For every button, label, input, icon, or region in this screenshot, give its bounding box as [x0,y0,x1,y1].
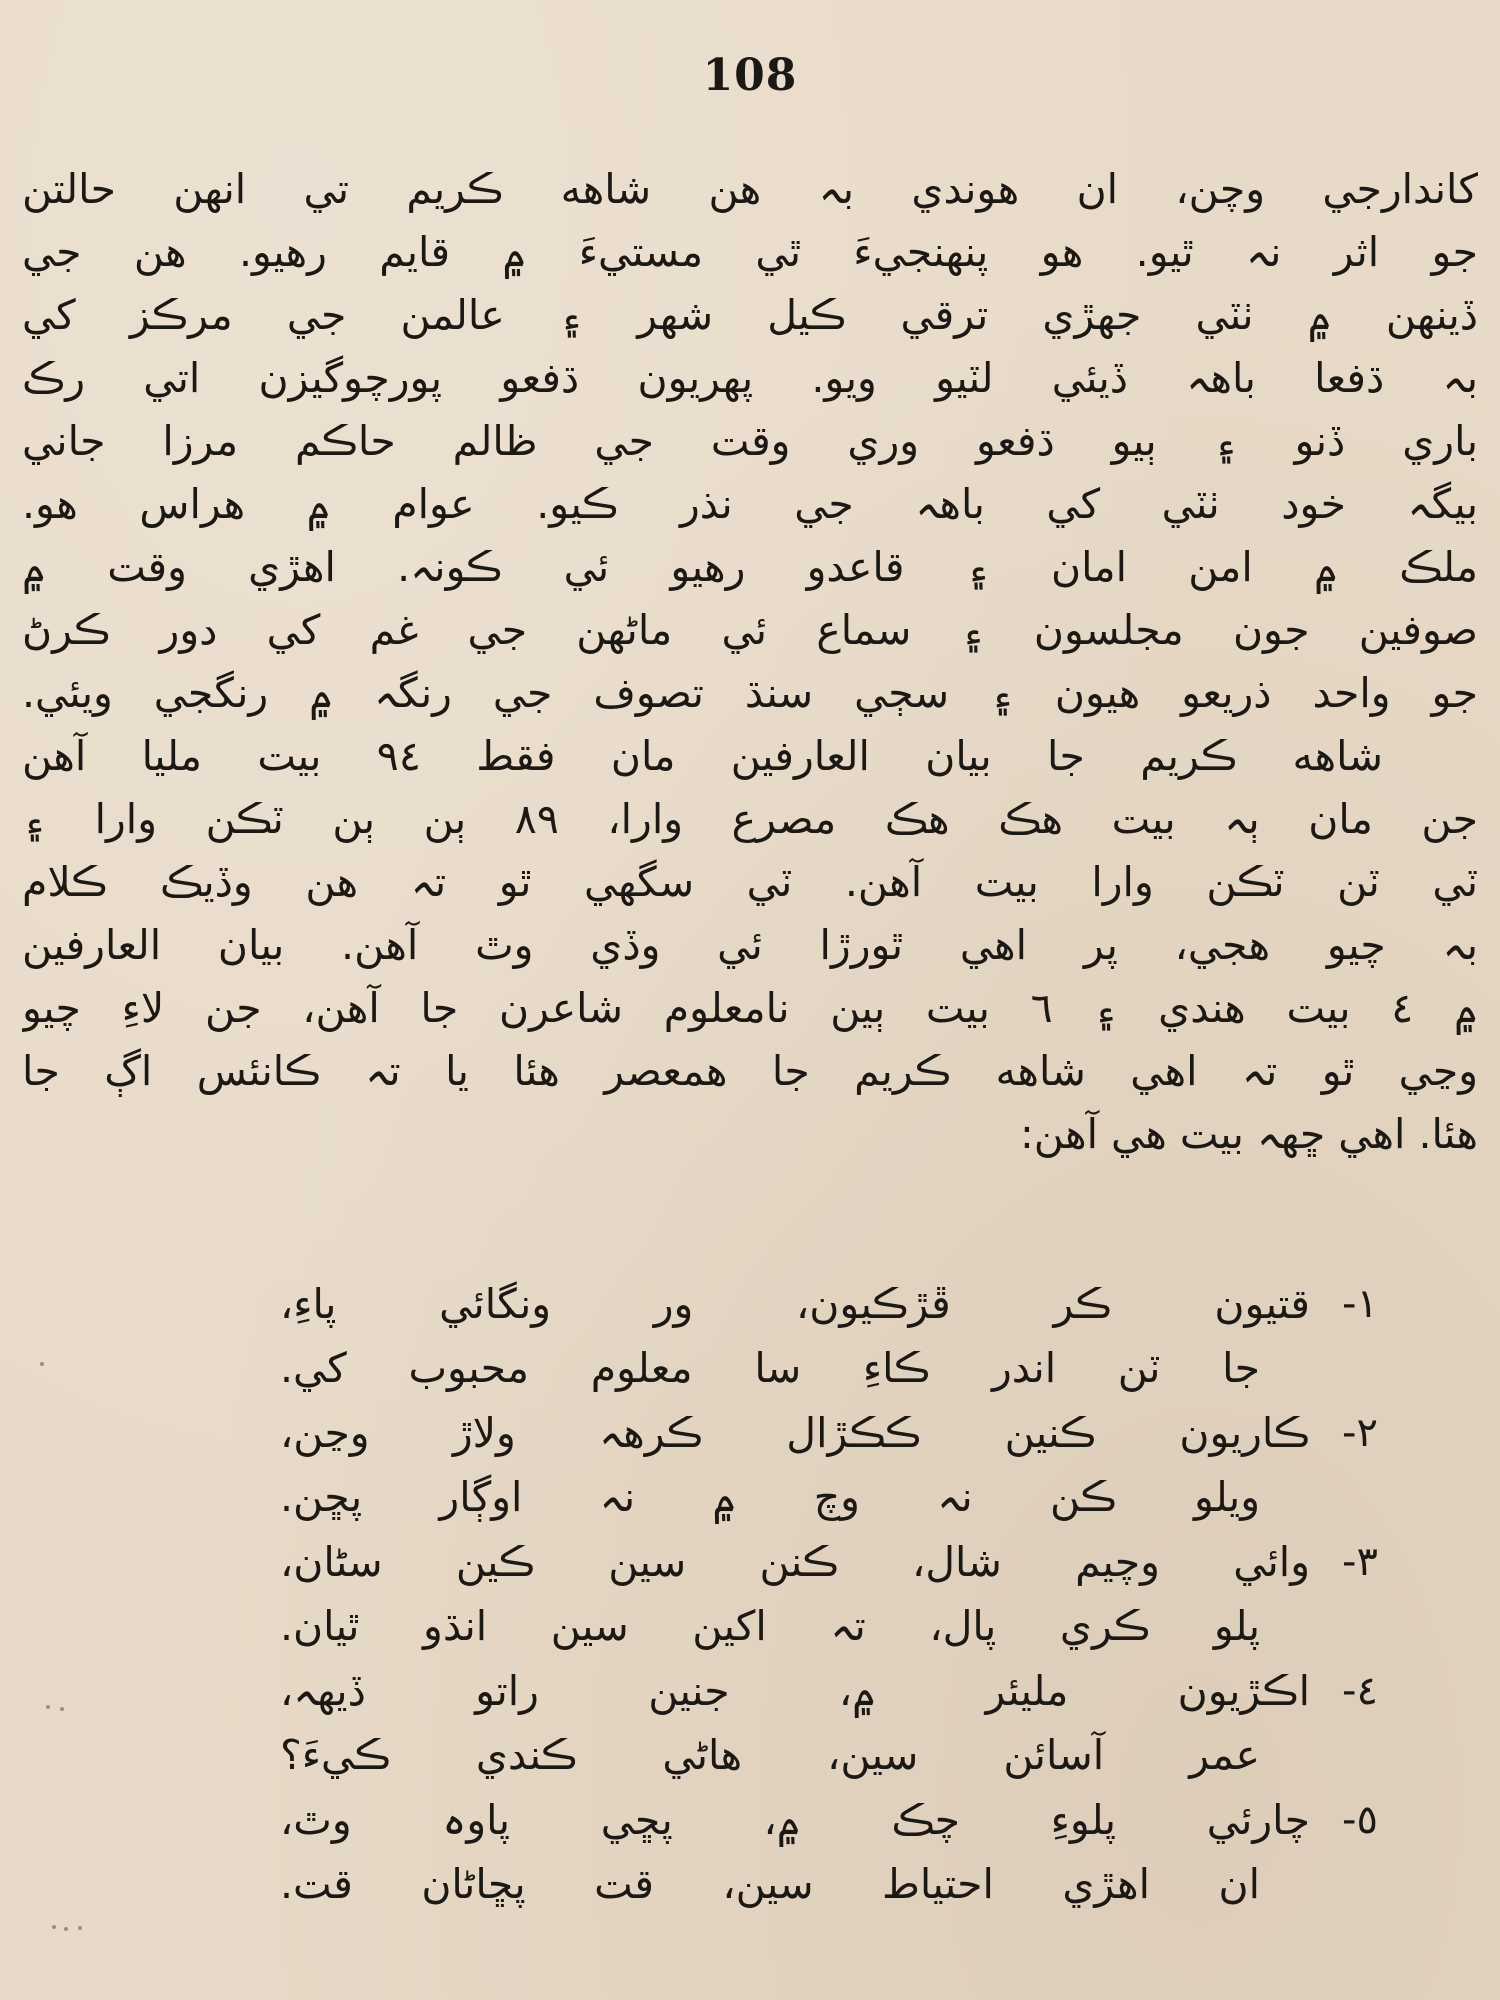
verse-item [0,1788,1500,1917]
verse-item [0,1272,1500,1401]
text-line: بہ ڌفعا باهہ ڏيئي لٽيو ويو. پهريون ڌفعو پورچوگيزن اتي رڪ [22,354,1478,402]
verse-number: ٤- [1342,1668,1378,1714]
text-line: ڏينهن ۾ ٺٽي جهڙي ترقي ڪيل شهر ۽ عالمن جي مرڪز کي [22,291,1478,339]
verse-line-1: اڪڙيون مليئر ۾، جنين راتو ڏيهہ، [280,1667,1310,1715]
verse-number: ٥- [1342,1797,1378,1843]
verse-line-1: ڪاريون ڪنين ڪڪڙال ڪرهہ ولاڙ وڃن، [280,1409,1310,1457]
text-line: جن مان ٻہ بيت هڪ هڪ مصرع وارا، ٨٩ ٻن ٻن ٽڪن وارا ۽ [22,795,1478,843]
text-line: ٽي ٽن ٽڪن وارا بيت آهن. ٽي سگهي ٿو تہ هن وڏيڪ ڪلام [22,858,1478,906]
verse-line-2: عمر آسائن سين، هاڻي ڪندي ڪيءَ؟ [280,1731,1260,1779]
verse-line-1: وائي وچيم شال، ڪنن سين ڪين سڻان، [280,1538,1310,1586]
verse-line-2: ويلو ڪن نہ وچ ۾ نہ اوڳار پڇن. [280,1473,1260,1521]
paper-speck [78,1926,82,1930]
verse-item [0,1659,1500,1788]
text-line: جو اثر نہ ٿيو. هو پنهنجيءَ ٿي مستيءَ ۾ قايم رهيو. هن جي [22,228,1478,276]
verse-list [0,1272,1500,1917]
verse-line-2: جا ٽن اندر ڪاءِ سا معلوم محبوب کي. [280,1344,1260,1392]
text-line: ملڪ ۾ امن امان ۽ قاعدو رهيو ئي ڪونہ. اهڙي وقت ۾ [22,543,1478,591]
verse-number: ١- [1342,1281,1378,1327]
verse-number: ٢- [1342,1410,1378,1456]
body-text [22,158,1478,1166]
paper-speck [64,1927,68,1931]
text-line: ۾ ٤ بيت هندي ۽ ٦ بيت ٻين نامعلوم شاعرن جا آهن، جن لاءِ چيو [22,984,1478,1032]
paper-speck [40,1362,44,1366]
text-line-last: هئا. اهي ڇهہ بيت هي آهن: [1019,1110,1478,1158]
paper-speck [52,1925,56,1929]
text-line: صوفين جون مجلسون ۽ سماع ئي ماڻهن جي غم کي دور ڪرڻ [22,606,1478,654]
text-line: جو واحد ذريعو هيون ۽ سڄي سنڌ تصوف جي رنگہ ۾ رنگجي ويئي. [22,669,1478,717]
text-line: کاندارجي وچن، ان هوندي بہ هن شاهه ڪريم تي انهن حالتن [22,165,1478,213]
verse-item [0,1530,1500,1659]
verse-line-1: چارئي پلوءِ چڪ ۾، پڇي پاوہ وٿ، [280,1796,1310,1844]
page-number: 108 [702,50,798,101]
text-line: بہ چيو هجي، پر اهي ٿورڙا ئي وڏي وٿ آهن. بيان العارفين [22,921,1478,969]
paper-speck [60,1707,64,1711]
verse-line-1: قتيون ڪر ڦڙڪيون، ور ونگائي پاءِ، [280,1280,1310,1328]
text-line: بيگہ خود ٺٽي کي باهہ جي نذر ڪيو. عوام ۾ هراس هو. [22,480,1478,528]
text-line: باري ڏنو ۽ ٻيو ڌفعو وري وقت جي ظالم حاڪم مرزا جاني [22,417,1478,465]
paragraph-start-line: شاهه ڪريم جا بيان العارفين مان فقط ٩٤ بيت مليا آهن [22,732,1383,780]
verse-item [0,1401,1500,1530]
verse-line-2: ان اهڙي احتياط سين، قت پڇاڻان قت. [280,1860,1260,1908]
text-line: وڃي ٿو تہ اهي شاهه ڪريم جا همعصر هئا يا تہ ڪانئس اڳ جا [22,1047,1478,1095]
verse-number: ٣- [1342,1539,1378,1585]
paper-speck [46,1705,50,1709]
verse-line-2: پلو ڪري پال، تہ اکين سين انڌو ٿيان. [280,1602,1260,1650]
